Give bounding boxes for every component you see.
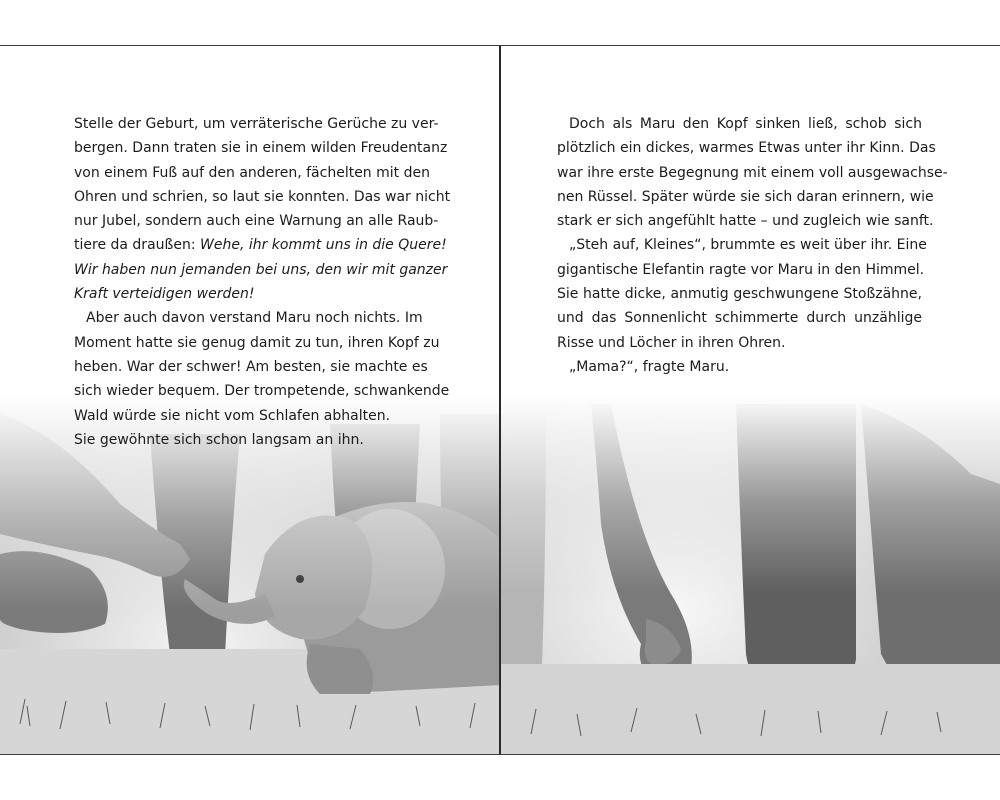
text-line: „Mama?“, fragte Maru. bbox=[569, 358, 730, 375]
text-line: sich wieder bequem. Der trompetende, schwankende bbox=[74, 383, 450, 400]
text-line: plötzlich ein dickes, warmes Etwas unter ihr Kinn. Das bbox=[557, 140, 936, 157]
text-line: bergen. Dann traten sie in einem wilden Freudentanz bbox=[74, 140, 448, 157]
text-line: war ihre erste Begegnung mit einem voll ausgewachse- bbox=[557, 164, 948, 181]
text-line: von einem Fuß auf den anderen, fächelten mit den bbox=[74, 164, 430, 181]
book-spread bbox=[0, 45, 1000, 755]
text-line: und das Sonnenlicht schimmerte durch unzählige bbox=[557, 310, 922, 327]
text-run: tiere da draußen: bbox=[74, 237, 200, 254]
text-line: Sie hatte dicke, anmutig geschwungene Stoßzähne, bbox=[557, 286, 922, 303]
text-line: nen Rüssel. Später würde sie sich daran erinnern, wie bbox=[557, 188, 934, 205]
text-line bbox=[74, 233, 447, 257]
text-line: Kraft verteidigen werden! bbox=[74, 286, 255, 303]
text-line: Wir haben nun jemanden bei uns, den wir mit ganzer bbox=[74, 261, 448, 278]
illustration-right bbox=[501, 394, 1000, 754]
right-page-text bbox=[557, 112, 948, 379]
text-line: Stelle der Geburt, um verräterische Gerüche zu ver- bbox=[74, 116, 439, 132]
text-line: Wald würde sie nicht vom Schlafen abhalten. bbox=[74, 407, 391, 424]
text-line: Ohren und schrien, so laut sie konnten. Das war nicht bbox=[74, 188, 451, 205]
text-line: Aber auch davon verstand Maru noch nichts. Im bbox=[86, 310, 423, 327]
right-page bbox=[501, 46, 1000, 754]
page-gutter bbox=[499, 46, 501, 754]
text-line: Moment hatte sie genug damit zu tun, ihren Kopf zu bbox=[74, 334, 440, 351]
text-line: heben. War der schwer! Am besten, sie machte es bbox=[74, 358, 428, 375]
text-line: stark er sich angefühlt hatte – und zugleich wie sanft. bbox=[557, 213, 934, 230]
text-line: „Steh auf, Kleines“, brummte es weit über ihr. Eine bbox=[569, 237, 927, 254]
text-line: nur Jubel, sondern auch eine Warnung an alle Raub- bbox=[74, 213, 439, 230]
text-line: Doch als Maru den Kopf sinken ließ, schob sich bbox=[569, 116, 922, 132]
italic-run: Wehe, ihr kommt uns in die Quere! bbox=[200, 237, 447, 254]
text-line: gigantische Elefantin ragte vor Maru in den Himmel. bbox=[557, 261, 925, 278]
left-page-text bbox=[74, 112, 451, 452]
text-line: Sie gewöhnte sich schon langsam an ihn. bbox=[74, 431, 364, 448]
text-line: Risse und Löcher in ihren Ohren. bbox=[557, 334, 786, 351]
left-page bbox=[0, 46, 499, 754]
